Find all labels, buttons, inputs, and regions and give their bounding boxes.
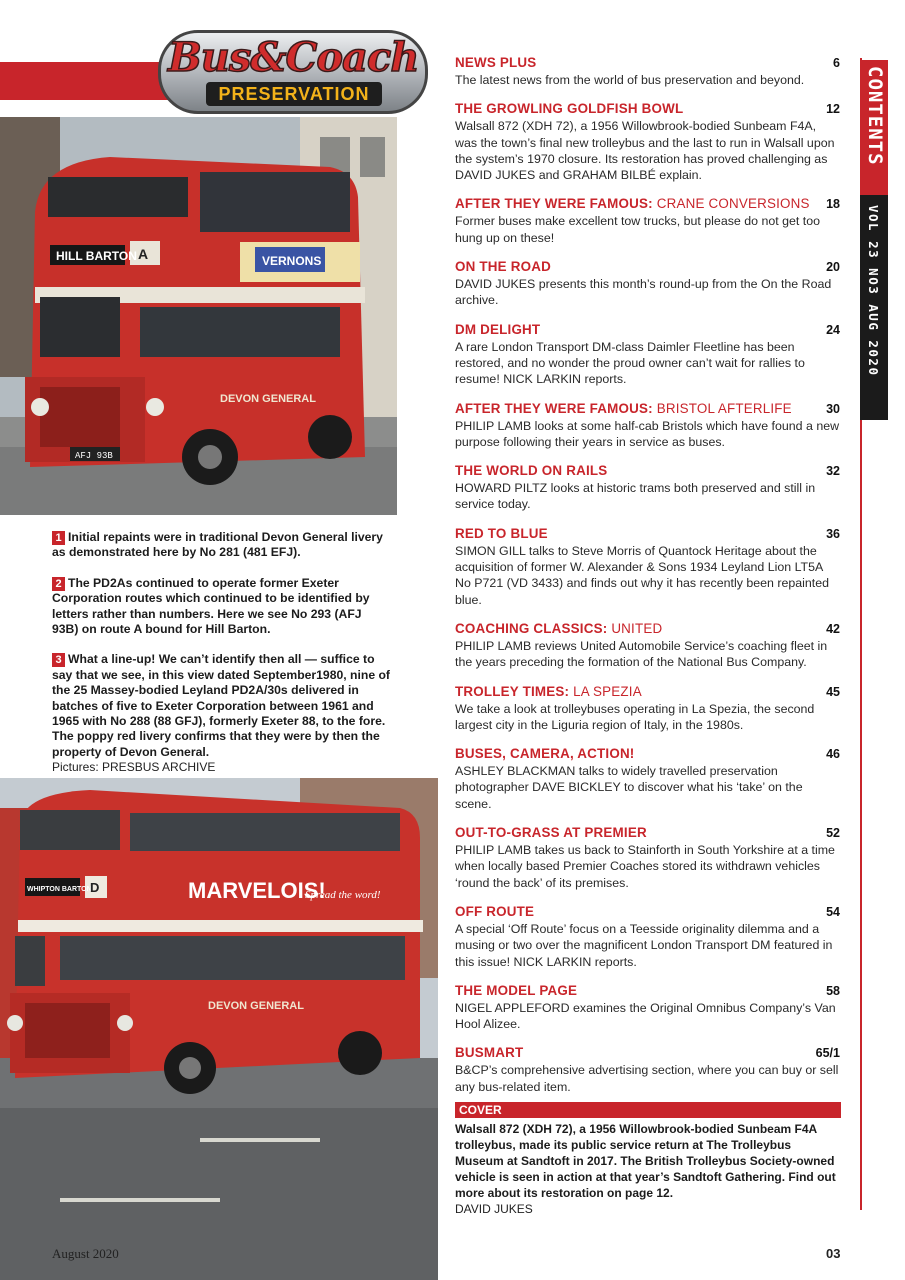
- entry-description: A rare London Transport DM-class Daimler Fleetline has been restored, and no wonder the proud owner can’t wait for rallies to resume! NICK LARKIN reports.: [455, 339, 805, 387]
- caption-text: The PD2As continued to operate former Exeter Corporation routes which continued to be identified by letters rather than numbers. Here we see No 293 (AFJ 93B) on route A bound for Hill Barton.: [52, 575, 370, 637]
- entry-title: BUSES, CAMERA, ACTION!: [455, 746, 635, 762]
- cover-credit: DAVID JUKES: [455, 1202, 533, 1216]
- contents-entry[interactable]: [455, 196, 840, 246]
- bus1-route: A: [138, 246, 149, 262]
- entry-page: 36: [826, 526, 840, 541]
- caption-number: 2: [52, 577, 65, 591]
- picture-credit: Pictures: PRESBUS ARCHIVE: [52, 760, 216, 775]
- contents-entry[interactable]: [455, 1045, 840, 1095]
- contents-entry[interactable]: [455, 684, 840, 734]
- entry-title: THE WORLD ON RAILS: [455, 463, 608, 479]
- contents-entry[interactable]: [455, 101, 840, 183]
- entry-page: 24: [826, 322, 840, 337]
- bus1-destination: HILL BARTON: [56, 249, 137, 263]
- entry-page: 65/1: [815, 1046, 840, 1061]
- contents-entry[interactable]: [455, 825, 840, 891]
- entry-description: SIMON GILL talks to Steve Morris of Quantock Heritage about the acquisition of former W. Alexander & Sons 1934 Leyland Lion LT5A No P721 (VD 3433) and finds out why it has recently been repainted blue.: [455, 543, 830, 607]
- entry-page: 52: [826, 826, 840, 841]
- entry-title: DM DELIGHT: [455, 321, 541, 337]
- entry-page: 32: [826, 464, 840, 479]
- bus2-ad-text: MARVELOIS!: [188, 878, 326, 903]
- cover-note: [455, 1102, 841, 1216]
- bus2-side-text: DEVON GENERAL: [208, 1000, 304, 1012]
- caption-number: 1: [52, 531, 65, 545]
- logo-subtitle: PRESERVATION: [206, 82, 382, 106]
- bus-illustration-1: [0, 117, 397, 515]
- entry-page: 54: [826, 904, 840, 919]
- bus2-destination: WHIPTON BARTON: [27, 886, 92, 893]
- caption-number: 3: [52, 653, 65, 667]
- entry-title: AFTER THEY WERE FAMOUS: CRANE CONVERSIONS: [455, 196, 810, 212]
- caption-text: What a line-up! We can’t identify then all — suffice to say that we see, in this view dated September1980, nine of the 25 Massey-bodied Leyland PD2A/30s delivered in batches of five to Exeter Corporation between 1961 and 1965 with No 288 (88 GFJ), formerly Exeter 88, to the fore. The poppy red livery confirms that they were by then the property of Devon General.: [52, 652, 390, 759]
- entry-title: BUSMART: [455, 1045, 524, 1061]
- entry-title: THE MODEL PAGE: [455, 982, 578, 998]
- entry-page: 46: [826, 747, 840, 762]
- contents-list: [455, 55, 840, 1108]
- entry-description: The latest news from the world of bus preservation and beyond.: [455, 73, 805, 87]
- contents-tab-label: CONTENTS: [864, 66, 886, 166]
- contents-entry[interactable]: [455, 904, 840, 970]
- entry-description: A special ‘Off Route’ focus on a Teesside originality dilemma and a musing or two over the magnificent London Transport DM featured in this issue! NICK LARKIN reports.: [455, 921, 833, 969]
- entry-title: THE GROWLING GOLDFISH BOWL: [455, 101, 684, 117]
- contents-entry[interactable]: [455, 526, 840, 608]
- entry-title: OFF ROUTE: [455, 903, 535, 919]
- entry-description: We take a look at trolleybuses operating in La Spezia, the second largest city in the Liguria region of Italy, in the 1980s.: [455, 701, 815, 732]
- header-red-band: [0, 62, 180, 100]
- photo-bus-hill-barton: [0, 117, 397, 515]
- entry-description: PHILIP LAMB takes us back to Stainforth in South Yorkshire at a time when locally based Premier Coaches stored its withdrawn vehicles ‘round the back’ of its premises.: [455, 843, 835, 890]
- footer-date: August 2020: [52, 1246, 119, 1261]
- entry-page: 18: [826, 197, 840, 212]
- bus1-side-text: DEVON GENERAL: [220, 393, 316, 405]
- entry-description: ASHLEY BLACKMAN talks to widely travelled preservation photographer DAVE BICKLEY to discover what his ‘take’ on the scene.: [455, 764, 803, 811]
- entry-description: DAVID JUKES presents this month’s round-up from the On the Road archive.: [455, 277, 832, 308]
- caption-2: [52, 576, 390, 638]
- entry-title: AFTER THEY WERE FAMOUS: BRISTOL AFTERLIFE: [455, 400, 792, 416]
- caption-1: [52, 530, 390, 561]
- entry-title: NEWS PLUS: [455, 55, 537, 70]
- contents-entry[interactable]: [455, 746, 840, 812]
- entry-page: 42: [826, 621, 840, 636]
- bus2-ad-tag: Spread the word!: [305, 889, 381, 901]
- magazine-logo: [158, 30, 428, 114]
- contents-tab: [860, 60, 888, 195]
- entry-title: ON THE ROAD: [455, 259, 551, 275]
- entry-page: 12: [826, 102, 840, 117]
- photo-captions: [52, 530, 390, 776]
- caption-3: [52, 652, 390, 760]
- left-column: [0, 0, 438, 1280]
- entry-title: OUT-TO-GRASS AT PREMIER: [455, 825, 647, 841]
- entry-title: RED TO BLUE: [455, 525, 548, 541]
- entry-page: 6: [833, 56, 840, 70]
- entry-page: 45: [826, 684, 840, 699]
- entry-description: NIGEL APPLEFORD examines the Original Omnibus Company’s Van Hool Alizee.: [455, 1000, 836, 1032]
- bus2-route: D: [90, 880, 100, 895]
- bus1-plate: AFJ 93B: [75, 451, 113, 461]
- photo-bus-lineup: [0, 778, 438, 1280]
- page-number: 03: [826, 1246, 841, 1261]
- issue-label: VOL 23 NO3 AUG 2020: [866, 205, 881, 377]
- cover-text: Walsall 872 (XDH 72), a 1956 Willowbrook-bodied Sunbeam F4A trolleybus, made its public service return at The Trolleybus Museum at Sandtoft in 2017. The British Trolleybus Society-owned vehicle is seen in action at that year’s Sandtoft Gathering. Find out more about its restoration on page 12.: [455, 1122, 836, 1200]
- entry-description: Walsall 872 (XDH 72), a 1956 Willowbrook-bodied Sunbeam F4A, was the town’s final new trolleybus and the last to run in Walsall upon the system’s 1970 closure. Its restoration has proved challenging as DAVID JUKES and GRAHAM BILBÉ explain.: [455, 119, 835, 183]
- entry-title: COACHING CLASSICS: UNITED: [455, 620, 663, 636]
- caption-text: Initial repaints were in traditional Devon General livery as demonstrated here by No 281 (481 EFJ).: [52, 530, 383, 560]
- contents-entry[interactable]: [455, 259, 840, 309]
- entry-page: 30: [826, 401, 840, 416]
- entry-title: TROLLEY TIMES: LA SPEZIA: [455, 683, 642, 699]
- logo-title: Bus&Coach: [168, 34, 419, 81]
- entry-page: 20: [826, 260, 840, 275]
- entry-description: PHILIP LAMB looks at some half-cab Bristols which have found a new purpose following their years in service as buses.: [455, 418, 840, 449]
- contents-entry[interactable]: [455, 983, 840, 1033]
- issue-tab: [860, 195, 888, 420]
- entry-description: B&CP’s comprehensive advertising section, where you can buy or sell any bus-related item.: [455, 1063, 839, 1094]
- entry-description: Former buses make excellent tow trucks, but please do not get too hung up on these!: [455, 214, 821, 245]
- contents-entry[interactable]: [455, 322, 840, 388]
- entry-page: 58: [826, 983, 840, 998]
- entry-description: HOWARD PILTZ looks at historic trams both preserved and still in service today.: [455, 481, 816, 512]
- contents-entry[interactable]: [455, 463, 840, 513]
- bus1-ad-text: VERNONS: [262, 254, 322, 268]
- bus-illustration-2: [0, 778, 438, 1280]
- contents-entry[interactable]: [455, 621, 840, 671]
- cover-heading: COVER: [455, 1102, 841, 1118]
- entry-description: PHILIP LAMB reviews United Automobile Service’s coaching fleet in the years preceding the formation of the National Bus Company.: [455, 638, 828, 670]
- contents-entry[interactable]: [455, 55, 840, 88]
- contents-entry[interactable]: [455, 401, 840, 451]
